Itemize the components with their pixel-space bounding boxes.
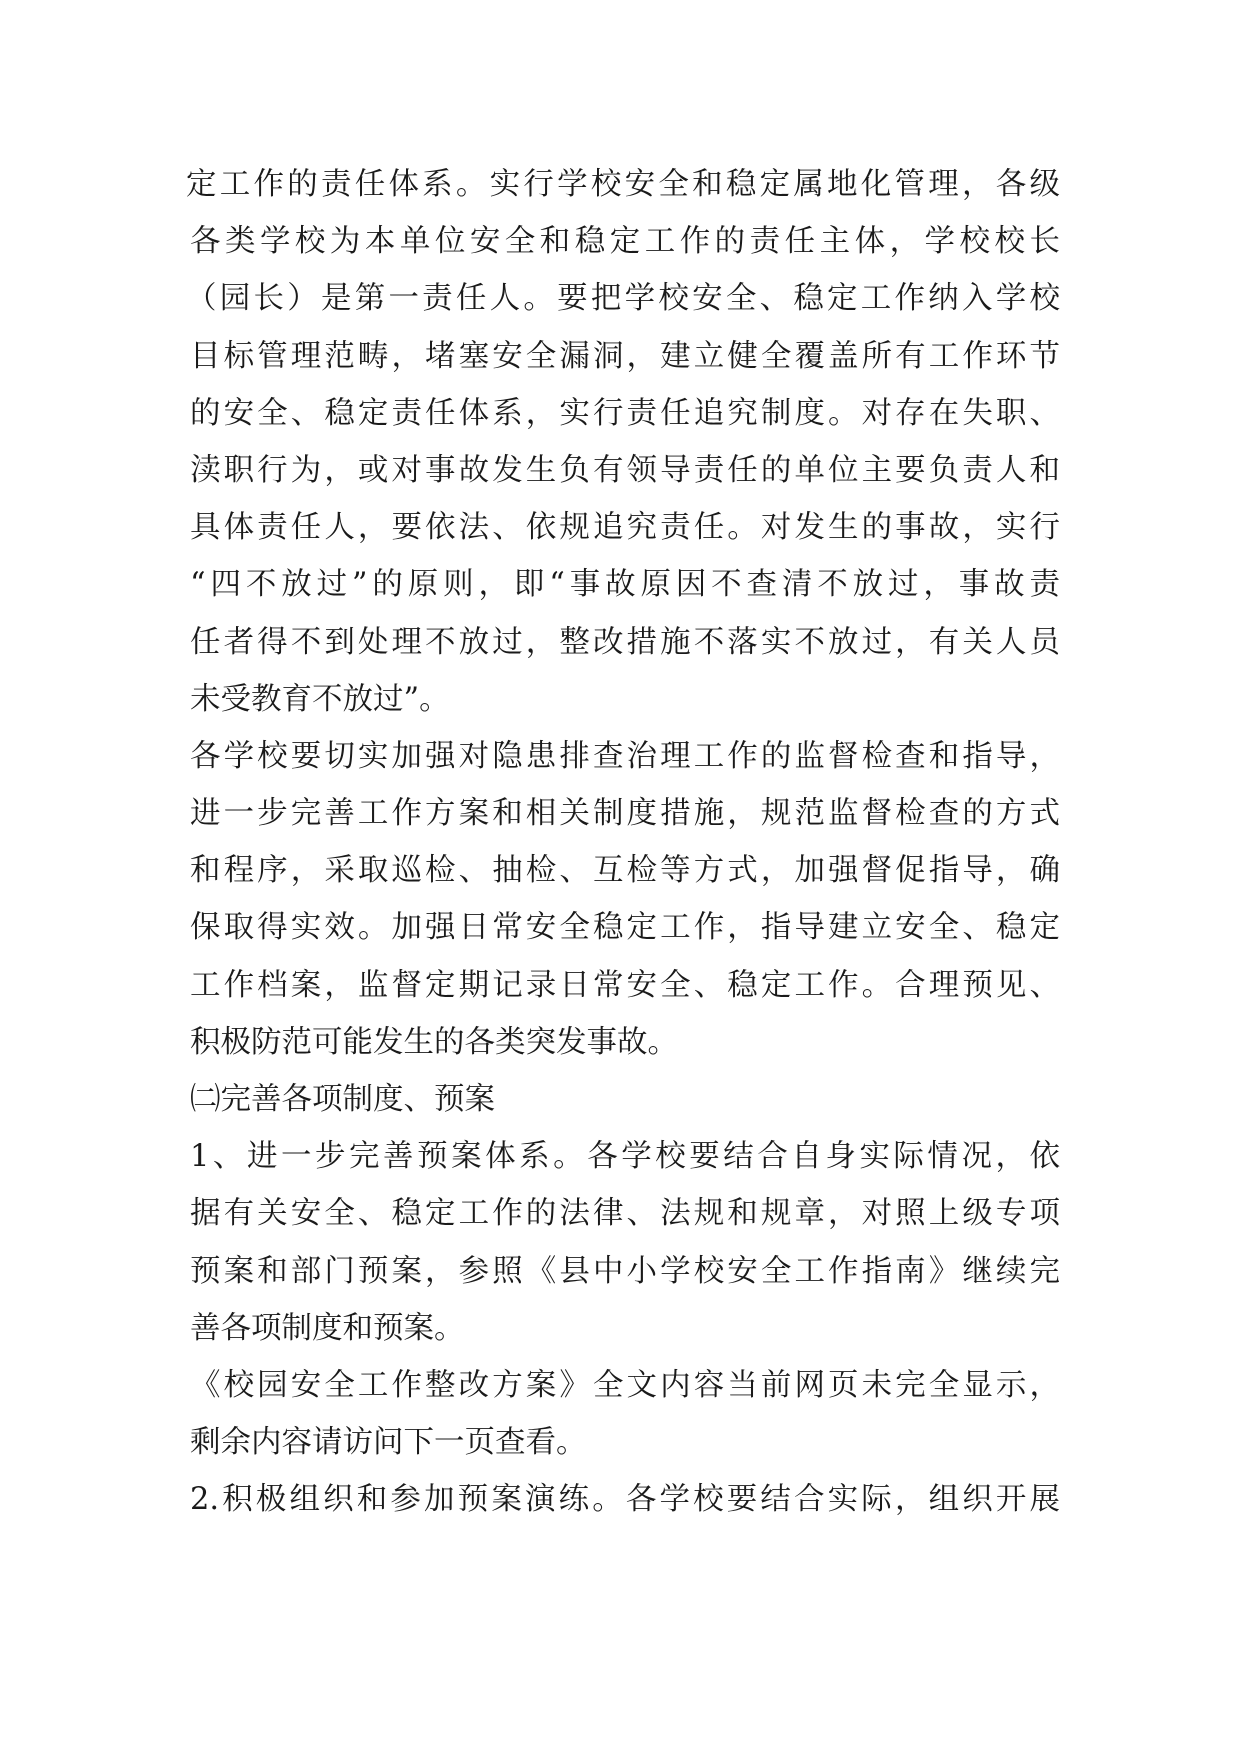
- document-body: [186, 156, 1060, 1529]
- text-line: 积极防范可能发生的各类突发事故。: [190, 1024, 678, 1060]
- text-line: 预案和部门预案，参照《县中小学校安全工作指南》继续完: [190, 1253, 1060, 1289]
- truncation-notice: 剩余内容请访问下一页查看。: [190, 1425, 587, 1461]
- text-line: 具体责任人，要依法、依规追究责任。对发生的事故，实行: [190, 510, 1060, 546]
- text-line: 渎职行为，或对事故发生负有领导责任的单位主要负责人和: [190, 452, 1060, 488]
- text-line: 保取得实效。加强日常安全稳定工作，指导建立安全、稳定: [190, 910, 1060, 946]
- text-line: 工作档案，监督定期记录日常安全、稳定工作。合理预见、: [190, 967, 1060, 1003]
- text-line: 据有关安全、稳定工作的法律、法规和规章，对照上级专项: [190, 1196, 1060, 1232]
- text-line: 各学校要切实加强对隐患排查治理工作的监督检查和指导，: [190, 738, 1060, 774]
- truncation-notice: 《校园安全工作整改方案》全文内容当前网页未完全显示，: [190, 1367, 1060, 1403]
- text-line: 未受教育不放过”。: [190, 681, 450, 717]
- text-line: 和程序，采取巡检、抽检、互检等方式，加强督促指导，确: [190, 853, 1060, 889]
- text-line: “四不放过”的原则，即“事故原因不查清不放过，事故责: [190, 567, 1060, 603]
- text-line: 善各项制度和预案。: [190, 1310, 465, 1346]
- text-line: 各类学校为本单位安全和稳定工作的责任主体，学校校长: [190, 224, 1060, 260]
- text-line: 2.积极组织和参加预案演练。各学校要结合实际，组织开展: [190, 1482, 1060, 1518]
- text-line: （园长）是第一责任人。要把学校安全、稳定工作纳入学校: [186, 281, 1060, 317]
- section-heading: ㈡完善各项制度、预案: [190, 1082, 495, 1117]
- text-line: 进一步完善工作方案和相关制度措施，规范监督检查的方式: [190, 796, 1060, 832]
- text-line: 的安全、稳定责任体系，实行责任追究制度。对存在失职、: [190, 395, 1060, 431]
- text-line: 1、进一步完善预案体系。各学校要结合自身实际情况，依: [190, 1139, 1060, 1175]
- text-line: 定工作的责任体系。实行学校安全和稳定属地化管理，各级: [186, 167, 1060, 202]
- text-line: 目标管理范畴，堵塞安全漏洞，建立健全覆盖所有工作环节: [190, 338, 1060, 374]
- text-line: 任者得不到处理不放过，整改措施不落实不放过，有关人员: [190, 624, 1060, 660]
